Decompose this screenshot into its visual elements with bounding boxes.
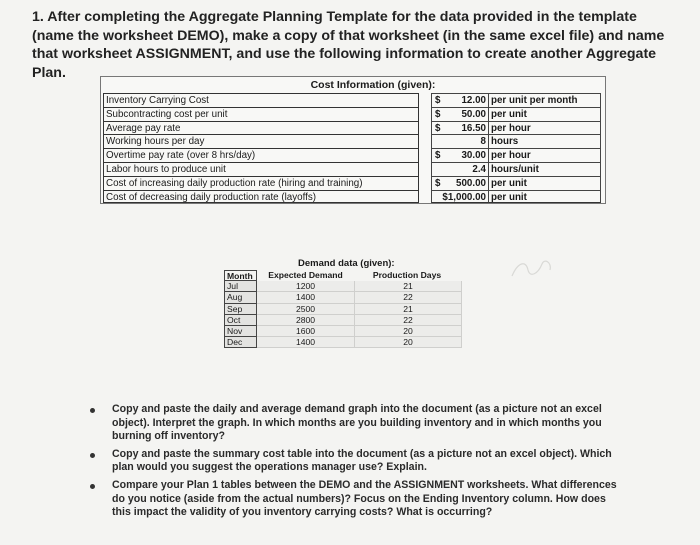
demand-month: Oct <box>224 315 257 326</box>
demand-value: 1200 <box>257 281 355 292</box>
demand-value: 2800 <box>257 315 355 326</box>
demand-row <box>224 304 472 315</box>
demand-days: 21 <box>355 304 462 315</box>
cost-label: Subcontracting cost per unit <box>103 107 419 121</box>
bullet-text: Copy and paste the daily and average demand graph into the document (as a picture not an excel object). Interpret the graph. In which months are you building inventory and in which months you burning off inventory? <box>112 403 602 443</box>
cost-value <box>431 107 489 121</box>
bullet-dot-icon <box>90 453 95 458</box>
bullet-item <box>86 479 626 520</box>
cost-row <box>101 134 605 148</box>
bullet-dot-icon <box>90 484 95 489</box>
question-text: 1. After completing the Aggregate Planning Template for the data provided in the template (name the worksheet DEMO), make a copy of that worksheet (in the same excel file) and name that worksheet ASSIGNMENT, and use the following information to create another Aggregate Plan. <box>32 9 665 81</box>
demand-month: Dec <box>224 337 257 348</box>
demand-month: Jul <box>224 281 257 292</box>
bullet-item <box>86 403 626 444</box>
cost-label: Cost of increasing daily production rate (hiring and training) <box>103 176 419 190</box>
cost-row <box>101 176 605 190</box>
demand-table-title: Demand data (given): <box>298 258 395 269</box>
cost-value <box>431 121 489 135</box>
cost-unit: hours/unit <box>489 162 601 176</box>
cost-currency: $ <box>435 177 441 189</box>
demand-days: 20 <box>355 326 462 337</box>
cost-table-title: Cost Information (given): <box>310 79 436 91</box>
faint-scribble <box>508 254 558 284</box>
bullet-item <box>86 448 626 475</box>
demand-month: Aug <box>224 292 257 303</box>
header-production-days: Production Days <box>372 270 442 280</box>
demand-value: 1600 <box>257 326 355 337</box>
cost-amount: 16.50 <box>461 122 486 134</box>
cost-label: Inventory Carrying Cost <box>103 93 419 107</box>
cost-value <box>431 134 489 148</box>
cost-amount: 8 <box>480 136 486 148</box>
demand-value: 1400 <box>257 292 355 303</box>
cost-label: Cost of decreasing daily production rate (layoffs) <box>103 190 419 204</box>
cost-row <box>101 190 605 204</box>
demand-month: Nov <box>224 326 257 337</box>
cost-unit: per hour <box>489 148 601 162</box>
demand-row <box>224 337 472 348</box>
cost-unit: per unit <box>489 190 601 204</box>
cost-amount: $1,000.00 <box>442 191 486 203</box>
demand-row <box>224 292 472 303</box>
bullet-dot-icon <box>90 408 95 413</box>
cost-label: Working hours per day <box>103 134 419 148</box>
cost-unit: per unit <box>489 107 601 121</box>
demand-days: 22 <box>355 315 462 326</box>
cost-value <box>431 162 489 176</box>
cost-amount: 30.00 <box>461 150 486 162</box>
cost-row <box>101 162 605 176</box>
cost-label: Average pay rate <box>103 121 419 135</box>
cost-label: Labor hours to produce unit <box>103 162 419 176</box>
cost-row <box>101 107 605 121</box>
cost-unit: hours <box>489 134 601 148</box>
cost-amount: 500.00 <box>456 177 486 189</box>
header-month: Month <box>224 270 257 281</box>
demand-days: 21 <box>355 281 462 292</box>
cost-amount: 50.00 <box>461 108 486 120</box>
demand-row <box>224 281 472 292</box>
cost-value <box>431 190 489 204</box>
cost-information-table <box>100 76 606 204</box>
cost-value <box>431 93 489 107</box>
bullet-text: Compare your Plan 1 tables between the DEMO and the ASSIGNMENT worksheets. What differences do you notice (aside from the actual numbers)? Focus on the Ending Inventory column. How does this impact the validity of you inventory carrying costs? What is occurring? <box>112 478 617 519</box>
cost-value <box>431 148 489 162</box>
demand-days: 20 <box>355 337 462 348</box>
demand-value: 2500 <box>257 304 355 315</box>
instruction-bullets <box>86 403 626 524</box>
cost-unit: per hour <box>489 121 601 135</box>
cost-currency: $ <box>435 95 441 106</box>
demand-month: Sep <box>224 304 257 315</box>
demand-days: 22 <box>355 292 462 303</box>
cost-row <box>101 93 605 107</box>
cost-value <box>431 176 489 190</box>
cost-amount: 12.00 <box>461 95 486 106</box>
cost-amount: 2.4 <box>472 163 486 175</box>
bullet-text: Copy and paste the summary cost table into the document (as a picture not an excel object). Which plan would you suggest the operations manager use? Explain. <box>112 447 612 474</box>
cost-currency: $ <box>435 122 441 134</box>
cost-currency: $ <box>435 108 441 120</box>
cost-row <box>101 121 605 135</box>
cost-currency: $ <box>435 150 441 162</box>
cost-label: Overtime pay rate (over 8 hrs/day) <box>103 148 419 162</box>
demand-row <box>224 326 472 337</box>
cost-unit: per unit <box>489 176 601 190</box>
demand-value: 1400 <box>257 337 355 348</box>
cost-unit: per unit per month <box>489 93 601 107</box>
cost-row <box>101 148 605 162</box>
demand-row <box>224 315 472 326</box>
demand-data-table <box>224 270 472 348</box>
header-expected-demand: Expected Demand <box>268 270 343 280</box>
demand-table-header <box>224 270 472 281</box>
